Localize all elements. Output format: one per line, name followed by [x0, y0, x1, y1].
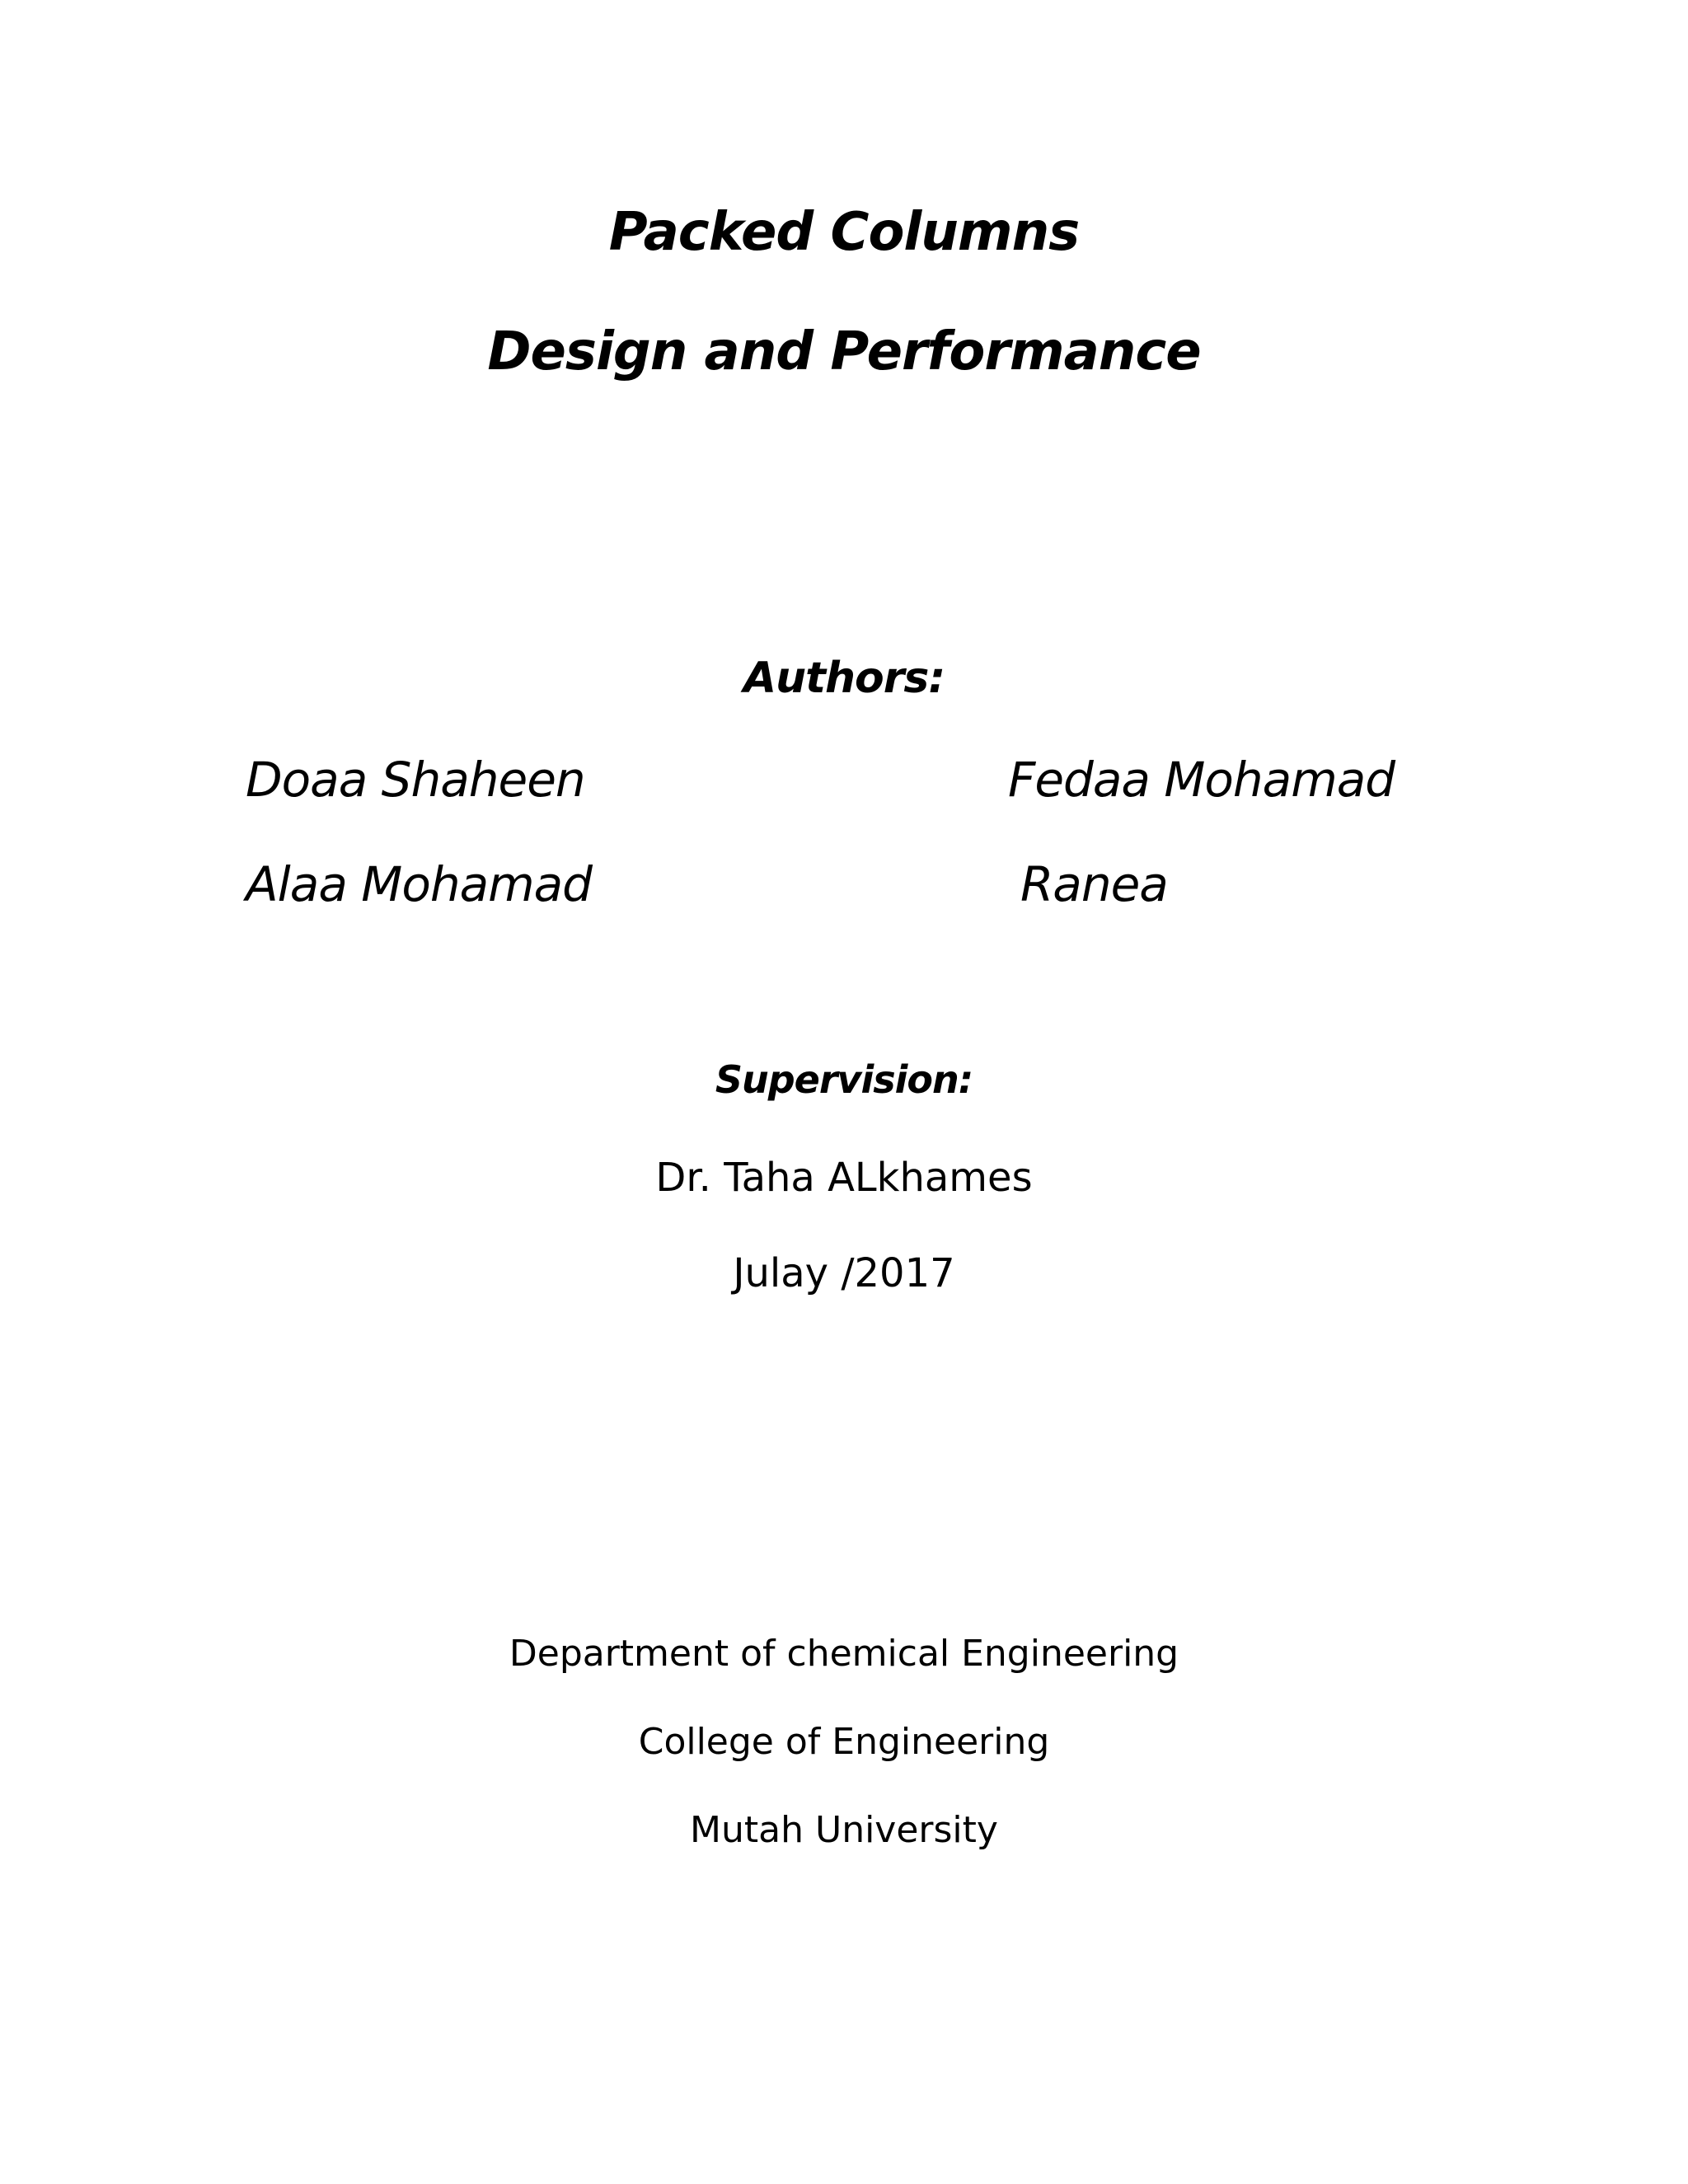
author-name: Fedaa Mohamad: [1008, 752, 1395, 808]
department-name: Department of chemical Engineering: [509, 1633, 1179, 1675]
author-name: Doaa Shaheen: [246, 752, 585, 808]
supervisor-name: Dr. Taha ALkhames: [655, 1155, 1033, 1201]
title-line-1: Packed Columns: [608, 202, 1080, 263]
author-name: Ranea: [1020, 856, 1168, 912]
authors-heading: Authors:: [743, 654, 945, 703]
college-name: College of Engineering: [638, 1721, 1050, 1763]
title-line-2: Design and Performance: [487, 321, 1201, 382]
university-name: Mutah University: [690, 1809, 998, 1851]
supervision-heading: Supervision:: [715, 1057, 973, 1102]
author-name: Alaa Mohamad: [246, 856, 592, 912]
report-date: Julay /2017: [733, 1250, 955, 1296]
